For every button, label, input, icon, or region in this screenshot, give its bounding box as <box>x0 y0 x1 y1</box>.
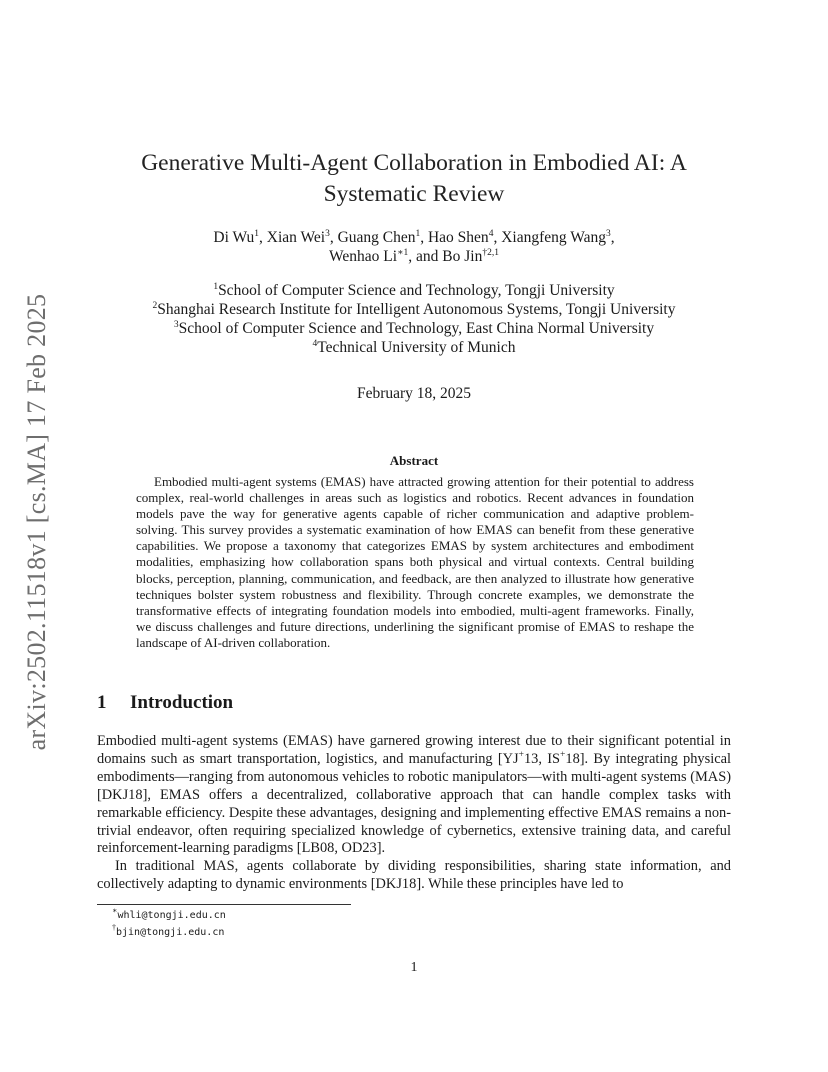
author-line-1 <box>0 228 828 247</box>
author-affil-mark: 1 <box>415 229 421 239</box>
author-name: Di Wu <box>213 229 255 246</box>
body-paragraph-1 <box>97 733 731 858</box>
citation-sup: + <box>560 749 566 760</box>
footnote-rule <box>97 904 351 905</box>
footnote-mark: † <box>112 923 116 932</box>
section-number: 1 <box>97 692 107 713</box>
author-separator: , <box>329 229 338 246</box>
footnote-item <box>112 907 226 924</box>
affiliation-item <box>0 319 828 338</box>
affiliation-mark: 1 <box>213 282 219 292</box>
author-separator: , <box>259 229 267 246</box>
body-paragraph-2: In traditional MAS, agents collaborate by dividing responsibilities, sharing state information, and collectively adapting to dynamic environments [DKJ18]. While these principles have led to <box>97 858 731 893</box>
author-affil-mark: 3 <box>325 229 330 239</box>
publication-date: February 18, 2025 <box>356 385 472 402</box>
affiliation-item <box>0 281 828 300</box>
author-affil-mark: 1 <box>254 229 259 239</box>
paragraph-text: 13, IS <box>523 750 561 767</box>
author-list <box>0 228 828 266</box>
abstract-text: Embodied multi-agent systems (EMAS) have attracted growing attention for their potential to address complex, real-world challenges in areas such as logistics and robotics. Recent advances in foundation models pave the way for generative agents capable of richer communication and adaptive problem-solving. This survey provides a systematic examination of how EMAS can benefit from these generative capabilities. We propose a taxonomy that categorizes EMAS by system architectures and embodiment modalities, emphasizing how collaboration spans both physical and virtual contexts. Central building blocks, perception, planning, communication, and feedback, are then analyzed to illustrate how generative techniques bolster system robustness and flexibility. Through concrete examples, we demonstrate the transformative effects of integrating foundation models into embodied, multi-agent frameworks. Finally, we discuss challenges and future directions, underlining the significant promise of EMAS to reshape the landscape of AI-driven collaboration. <box>136 474 694 650</box>
paper-title <box>0 148 828 210</box>
title-line-1: Generative Multi-Agent Collaboration in Embodied AI: A <box>141 150 687 176</box>
author-name: Xian Wei <box>266 229 326 246</box>
author-affil-mark: 4 <box>488 229 494 239</box>
author-affil-mark: 3 <box>605 229 611 239</box>
section-heading <box>97 692 233 714</box>
footnote-email: whli@tongji.edu.cn <box>117 910 226 921</box>
affiliation-text: Shanghai Research Institute for Intelligent Autonomous Systems, Tongji University <box>157 301 676 318</box>
paragraph-text: 18]. By integrating physical embodiments—ranging from autonomous vehicles to robotic manipulators—with multi-agent systems (MAS) [DKJ18], EMAS offers a decentralized, collaborative approach that can handle complex tasks with remarkable efficiency. Despite these advantages, designing and implementing effective EMAS remains a non-trivial endeavor, often requiring specialized knowledge of cybernetics, extensive training data, and careful reinforcement-learning paradigms [LB08, OD23]. <box>97 750 731 857</box>
affiliation-mark: 2 <box>152 301 158 311</box>
footnote-item <box>112 924 226 941</box>
author-name: Xiangfeng Wang <box>501 229 606 246</box>
arxiv-identifier: arXiv:2502.11518v1 [cs.MA] 17 Feb 2025 <box>22 293 51 751</box>
author-name: Hao Shen <box>427 229 489 246</box>
citation-sup: + <box>518 749 524 760</box>
affiliation-list <box>0 281 828 357</box>
affiliation-text: School of Computer Science and Technology, Tongji University <box>218 282 615 299</box>
author-separator: , <box>610 229 615 246</box>
author-affil-mark: ∗1 <box>397 248 409 258</box>
page-number: 1 <box>410 960 418 975</box>
footnote-mark: ∗ <box>112 906 118 915</box>
affiliation-mark: 3 <box>173 320 179 330</box>
affiliation-text: Technical University of Munich <box>317 339 516 356</box>
author-separator: , <box>420 229 428 246</box>
footnote-email: bjin@tongji.edu.cn <box>116 927 225 938</box>
affiliation-item <box>0 300 828 319</box>
author-name: Bo Jin <box>442 248 483 265</box>
author-line-2 <box>0 247 828 266</box>
affiliation-item <box>0 338 828 357</box>
section-title: Introduction <box>130 692 234 713</box>
affiliation-text: School of Computer Science and Technology, East China Normal University <box>178 320 655 337</box>
body-text <box>97 733 731 894</box>
author-name: Wenhao Li <box>329 248 398 265</box>
author-name: Guang Chen <box>337 229 416 246</box>
footnotes <box>112 907 226 941</box>
author-separator: , <box>493 229 502 246</box>
author-affil-mark: †2,1 <box>482 248 499 258</box>
affiliation-mark: 4 <box>312 339 318 349</box>
abstract-heading: Abstract <box>389 453 439 468</box>
author-separator: , and <box>408 248 443 265</box>
paragraph-text: Embodied multi-agent systems (EMAS) have garnered growing interest due to their significant potential in domains such as smart transportation, logistics, and manufacturing [YJ <box>97 733 731 767</box>
title-line-2: Systematic Review <box>323 181 505 207</box>
